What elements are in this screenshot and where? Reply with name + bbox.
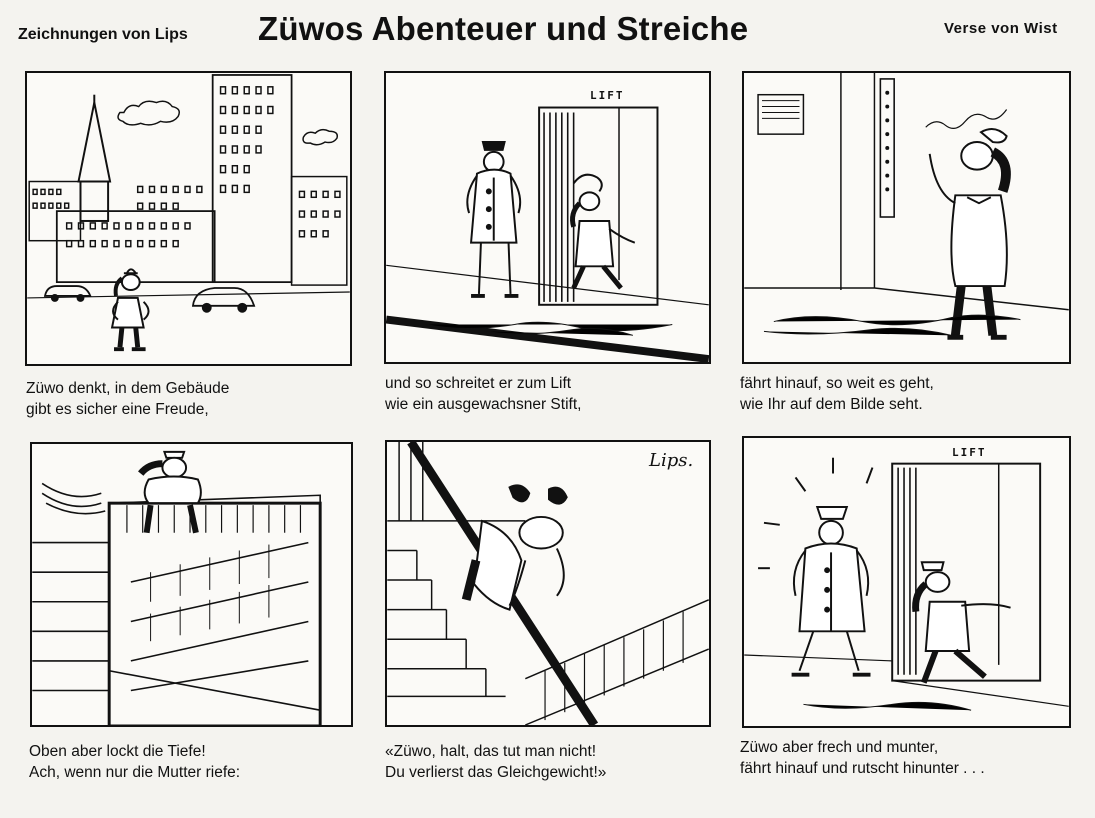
lift-sign: LIFT <box>952 446 987 459</box>
caption-line: wie Ihr auf dem Bilde seht. <box>740 396 923 413</box>
panel-6-caption <box>740 737 985 779</box>
caption-line: Ach, wenn nur die Mutter riefe: <box>29 764 241 781</box>
lift-entrance-illustration <box>386 73 709 362</box>
banister-slide-illustration <box>387 442 709 725</box>
panel-6-lift-return <box>742 436 1071 728</box>
city-skyline-illustration <box>27 73 350 364</box>
caption-line: Züwo aber frech und munter, <box>740 739 939 756</box>
caption-line: «Züwo, halt, das tut man nicht! <box>385 743 597 760</box>
caption-line: Züwo denkt, in dem Gebäude <box>26 380 230 397</box>
stairwell-illustration <box>32 444 351 725</box>
panel-1-city <box>25 71 352 366</box>
caption-line: und so schreitet er zum Lift <box>385 375 572 392</box>
panel-5-caption <box>385 741 606 783</box>
lift-operator-icon <box>792 507 871 675</box>
caption-line: fährt hinauf, so weit es geht, <box>740 375 934 392</box>
panel-3-upstairs <box>742 71 1071 364</box>
caption-line: gibt es sicher eine Freude, <box>26 401 209 418</box>
panel-1-caption <box>26 378 229 420</box>
dog-character-icon <box>916 562 1011 682</box>
upper-floor-illustration <box>744 73 1069 362</box>
header-credit-verses: Verse von Wist <box>944 20 1058 37</box>
lift-sign: LIFT <box>590 89 625 102</box>
panel-5-banister <box>385 440 711 727</box>
lift-return-illustration <box>744 438 1069 726</box>
panel-4-caption <box>29 741 240 783</box>
panel-2-caption <box>385 373 581 415</box>
dog-character-icon <box>141 452 201 533</box>
dog-character-icon <box>466 485 567 609</box>
caption-line: Du verlierst das Gleichgewicht!» <box>385 764 607 781</box>
comic-title: Züwos Abenteuer und Streiche <box>258 10 749 47</box>
panel-2-lift <box>384 71 711 364</box>
header-credit-drawings: Zeichnungen von Lips <box>18 26 188 43</box>
caption-line: wie ein ausgewachsner Stift, <box>385 396 582 413</box>
lift-operator-icon <box>467 142 520 296</box>
panel-3-caption <box>740 373 934 415</box>
dog-character-icon <box>930 129 1007 337</box>
panel-4-stairwell <box>30 442 353 727</box>
dog-character-icon <box>573 175 635 288</box>
caption-line: fährt hinauf und rutscht hinunter . . . <box>740 760 985 777</box>
artist-signature: Lips. <box>649 450 694 471</box>
caption-line: Oben aber lockt die Tiefe! <box>29 743 206 760</box>
